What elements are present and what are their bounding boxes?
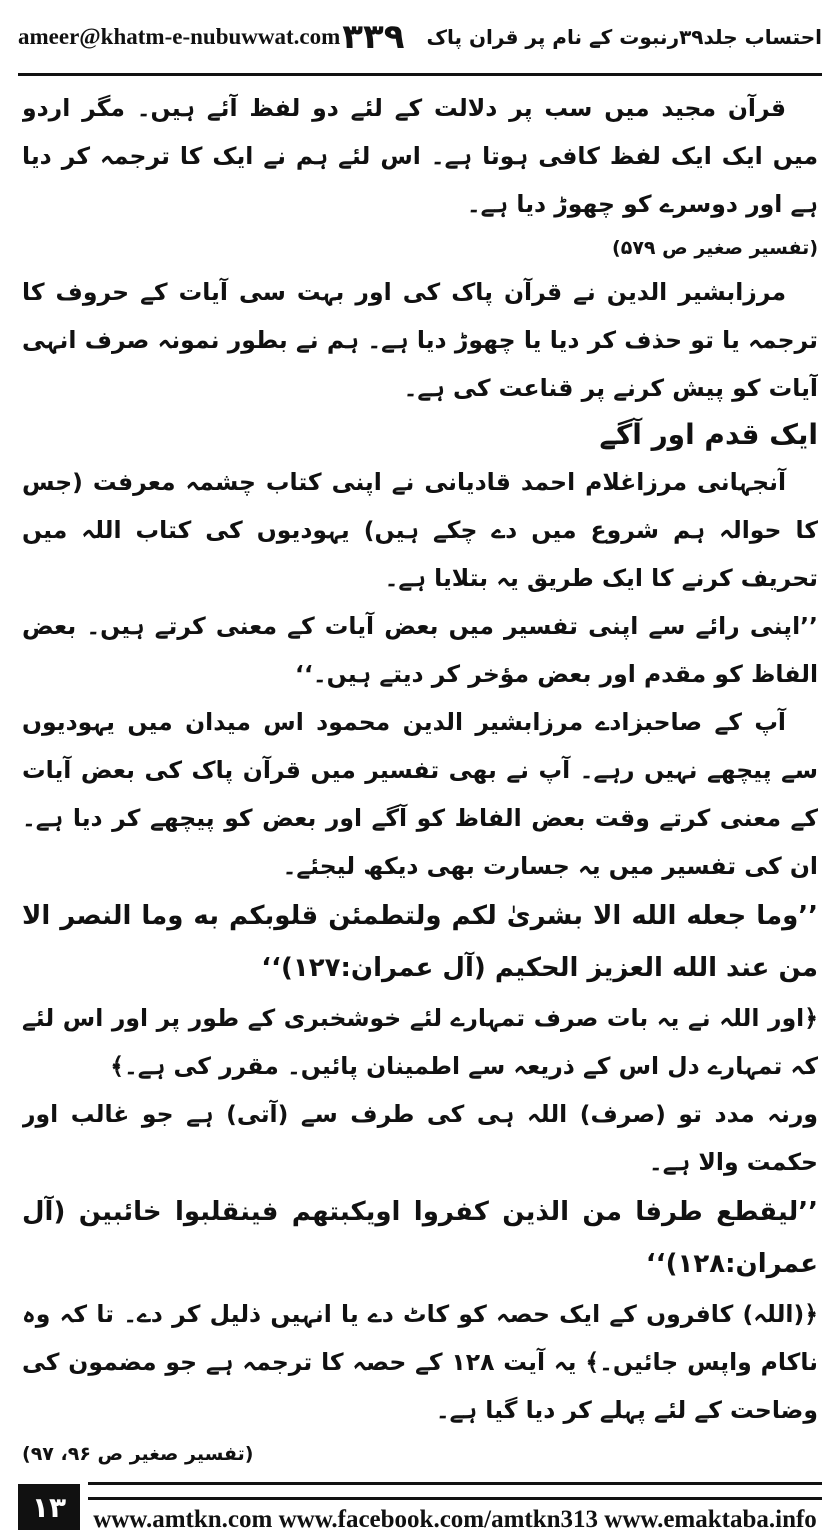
footer-rule bbox=[88, 1482, 822, 1500]
paragraph-3: آنجہانی مرزاغلام احمد قادیانی نے اپنی کتاب چشمہ معرفت (جس کا حوالہ ہم شروع میں دے چکے ہیں) یہودیوں کی کتاب اللہ میں تحریف کرنے کا ایک طریق یہ بتلایا ہے۔ bbox=[22, 468, 818, 592]
translation-1: ﴿اور اللہ نے یہ بات صرف تمہارے لئے خوشخبری کے طور پر اور اس لئے کہ تمہارے دل اس کے ذریعہ سے اطمینان پائیں۔ مقرر کی ہے۔﴾ bbox=[22, 1004, 818, 1080]
header-title: احتساب جلد۳۹رنبوت کے نام پر قران پاک bbox=[426, 25, 822, 49]
header-email: ameer@khatm-e-nubuwwat.com bbox=[18, 24, 341, 49]
reference-2: (تفسیر صغیر ص ۹۶، ۹۷) bbox=[22, 1443, 254, 1465]
paragraph-4: آپ کے صاحبزادے مرزابشیر الدین محمود اس میدان میں یہودیوں سے پیچھے نہیں رہے۔ آپ نے بھی تفسیر میں قرآن پاک کی بعض آیات کے معنی کرتے وقت بعض الفاظ کو آگے اور بعض کو پیچھے کر دیا ہے۔ ان کی تفسیر میں یہ جسارت بھی دیکھ لیجئے۔ bbox=[22, 708, 818, 880]
footer-page-badge: ۱۳ bbox=[18, 1484, 80, 1530]
header-page-number: ۳۳۹ bbox=[342, 17, 405, 57]
section-heading: ایک قدم اور آگے bbox=[599, 418, 818, 451]
page-header bbox=[18, 0, 822, 74]
ayah-1: ’’وما جعله الله الا بشرىٰ لكم ولتطمئن قلوبكم به وما النصر الا من عند الله العزيز الحكيم (آل عمران:۱۲۷)‘‘ bbox=[22, 901, 818, 983]
paragraph-2: مرزابشیر الدین نے قرآن پاک کی اور بہت سی آیات کے حروف کا ترجمہ یا تو حذف کر دیا یا چھوڑ دیا ہے۔ ہم نے بطور نمونہ صرف انہی آیات کو پیش کرنے پر قناعت کی ہے۔ bbox=[22, 278, 818, 402]
page-footer bbox=[18, 1478, 822, 1536]
header-right bbox=[342, 17, 822, 57]
header-divider bbox=[18, 73, 822, 76]
paragraph-5: ورنہ مدد تو (صرف) اللہ ہی کی طرف سے (آتی) ہے جو غالب اور حکمت والا ہے۔ bbox=[22, 1100, 818, 1176]
reference-row bbox=[22, 1434, 818, 1474]
translation-2: ﴿(اللہ) کافروں کے ایک حصہ کو کاٹ دے یا انہیں ذلیل کر دے۔ تا کہ وہ ناکام واپس جائیں۔﴾ یہ آیت ۱۲۸ کے حصہ کا ترجمہ ہے جو مضمون کی وضاحت کے لئے پہلے کر دیا گیا ہے۔ bbox=[22, 1300, 818, 1424]
reference-1: (تفسیر صغیر ص ۵۷۹) bbox=[612, 237, 818, 259]
ayah-2: ’’ليقطع طرفا من الذين كفروا اويكبتهم فينقلبوا خائبين (آل عمران:۱۲۸)‘‘ bbox=[22, 1197, 818, 1279]
quote-1: ’’اپنی رائے سے اپنی تفسیر میں بعض آیات کے معنی کرتے ہیں۔ بعض الفاظ کو مقدم اور بعض مؤخر کر دیتے ہیں۔‘‘ bbox=[22, 612, 818, 688]
paragraph-1: قرآن مجید میں سب پر دلالت کے لئے دو لفظ آئے ہیں۔ مگر اردو میں ایک ایک لفظ کافی ہوتا ہے۔ اس لئے ہم نے ایک کا ترجمہ کر دیا ہے اور دوسرے کو چھوڑ دیا ہے۔ bbox=[22, 94, 818, 218]
footer-links: www.amtkn.com www.facebook.com/amtkn313 www.emaktaba.info bbox=[93, 1506, 817, 1533]
page-body bbox=[22, 84, 818, 1474]
